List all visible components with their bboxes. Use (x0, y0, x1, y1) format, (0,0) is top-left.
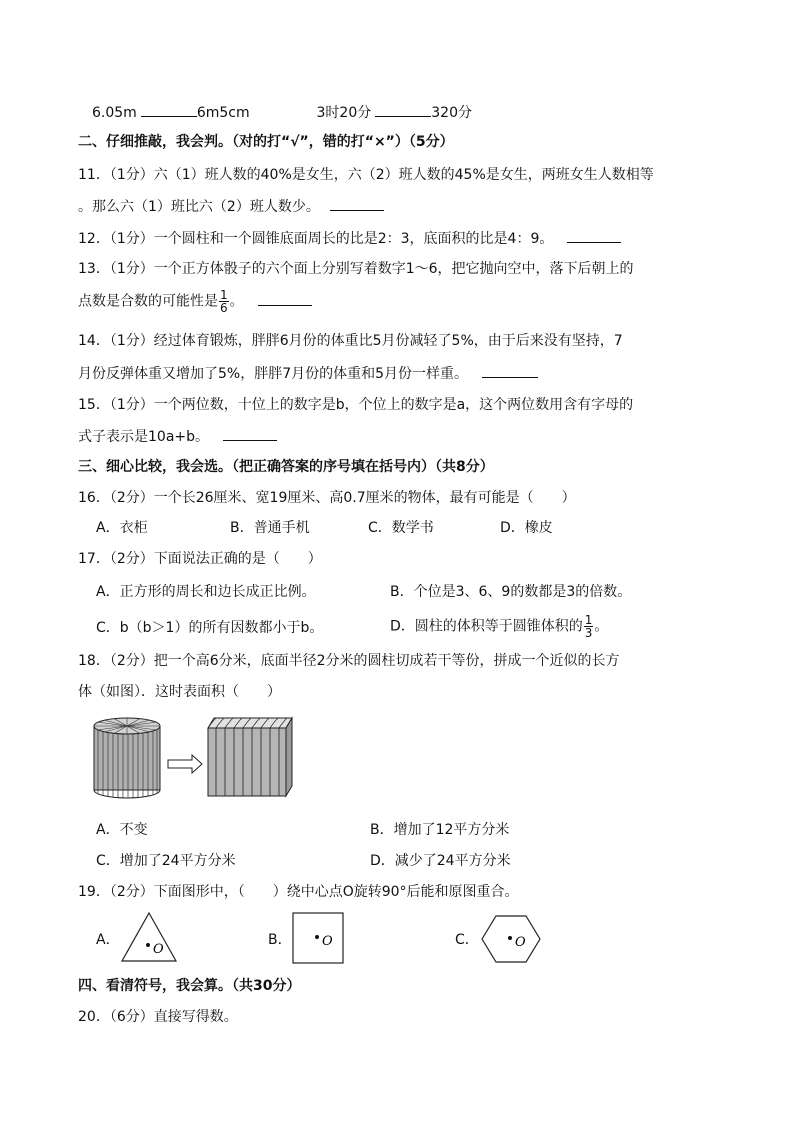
q17-option-c[interactable]: C．b（b＞1）的所有因数都小于b。 (96, 620, 324, 636)
fraction-one-third: $\frac{1}{3}$ (584, 613, 593, 640)
q11-line1: 11．（1分）六（1）班人数的40%是女生，六（2）班人数的45%是女生，两班女生人数相等 (78, 167, 654, 183)
q13-line1: 13．（1分）一个正方体骰子的六个面上分别写着数字1～6，把它抛向空中，落下后朝上的 (78, 261, 634, 277)
q18-option-c[interactable]: C．增加了24平方分米 (96, 853, 236, 869)
q18-line1: 18．（2分）把一个高6分米，底面半径2分米的圆柱切成若干等份，拼成一个近似的长方 (78, 653, 620, 669)
answer-blank[interactable] (330, 196, 384, 211)
q11-line2: 。那么六（1）班比六（2）班人数少。 (78, 196, 384, 217)
answer-blank[interactable] (141, 102, 197, 117)
compare-b-left: 3时20分 (316, 105, 372, 121)
q18-option-b[interactable]: B．增加了12平方分米 (370, 822, 510, 838)
q15-line2: 式子表示是10a+b。 (78, 426, 277, 447)
q16-option-b[interactable]: B．普通手机 (230, 520, 310, 536)
q17-option-b[interactable]: B．个位是3、6、9的数都是3的倍数。 (390, 584, 632, 600)
q19-option-c[interactable]: C． (455, 932, 479, 948)
answer-blank[interactable] (482, 363, 538, 378)
answer-blank[interactable] (567, 228, 621, 243)
q20-stem: 20．（6分）直接写得数。 (78, 1009, 238, 1025)
compare-a-right: 6m5cm (196, 105, 250, 121)
q17-stem: 17．（2分）下面说法正确的是（ ） (78, 551, 322, 567)
answer-blank[interactable] (223, 426, 277, 441)
triangle-shape (120, 911, 178, 963)
section-3-title: 三、细心比较，我会选。（把正确答案的序号填在括号内）（共8分） (78, 459, 494, 475)
arrow-icon (168, 755, 202, 773)
hexagon-shape (480, 914, 542, 964)
compare-a-left: 6.05m (92, 105, 137, 121)
center-label: O (515, 935, 526, 950)
q16-option-c[interactable]: C．数学书 (368, 520, 434, 536)
q19-option-a[interactable]: A． (96, 932, 120, 948)
answer-blank[interactable] (375, 102, 431, 117)
q18-line2: 体（如图）．这时表面积（ ） (78, 684, 281, 700)
q18-option-a[interactable]: A．不变 (96, 822, 148, 838)
section-2-title: 二、仔细推敲，我会判。（对的打“√”，错的打“×”）（5分） (78, 134, 454, 150)
q17-option-a[interactable]: A．正方形的周长和边长成正比例。 (96, 584, 316, 600)
answer-blank[interactable] (258, 291, 312, 306)
q16-option-d[interactable]: D．橡皮 (500, 520, 553, 536)
center-label: O (322, 934, 333, 949)
section-4-title: 四、看清符号，我会算。（共30分） (78, 978, 301, 994)
approximate-cuboid (208, 718, 292, 796)
q12-line: 12．（1分）一个圆柱和一个圆锥底面周长的比是2：3，底面积的比是4：9。 (78, 228, 621, 249)
q13-line2: 点数是合数的可能性是 $\frac{1}{6}$ 。 (78, 289, 312, 314)
compare-b-right: 320分 (431, 105, 472, 121)
q14-line2: 月份反弹体重又增加了5%，胖胖7月份的体重和5月份一样重。 (78, 363, 538, 384)
fraction-one-sixth: $\frac{1}{6}$ (220, 288, 228, 315)
q18-option-d[interactable]: D．减少了24平方分米 (370, 853, 511, 869)
q19-stem: 19．（2分）下面图形中，（ ）绕中心点O旋转90°后能和原图重合。 (78, 884, 519, 900)
top-compare-line (92, 102, 472, 123)
q19-option-b[interactable]: B． (268, 932, 292, 948)
center-label: O (153, 942, 164, 957)
q15-line1: 15．（1分）一个两位数，十位上的数字是b，个位上的数字是a，这个两位数用含有字母的 (78, 397, 634, 413)
cylinder-to-cuboid-figure (86, 712, 296, 804)
square-shape (291, 911, 347, 965)
q16-option-a[interactable]: A．衣柜 (96, 520, 148, 536)
q17-option-d[interactable]: D．圆柱的体积等于圆锥体积的 $\frac{1}{3}$ 。 (390, 613, 609, 640)
q14-line1: 14．（1分）经过体育锻炼，胖胖6月份的体重比5月份减轻了5%，由于后来没有坚持，7 (78, 333, 623, 349)
q16-stem: 16．（2分）一个长26厘米、宽19厘米、高0.7厘米的物体，最有可能是（ ） (78, 490, 576, 506)
sliced-cylinder (94, 718, 160, 798)
